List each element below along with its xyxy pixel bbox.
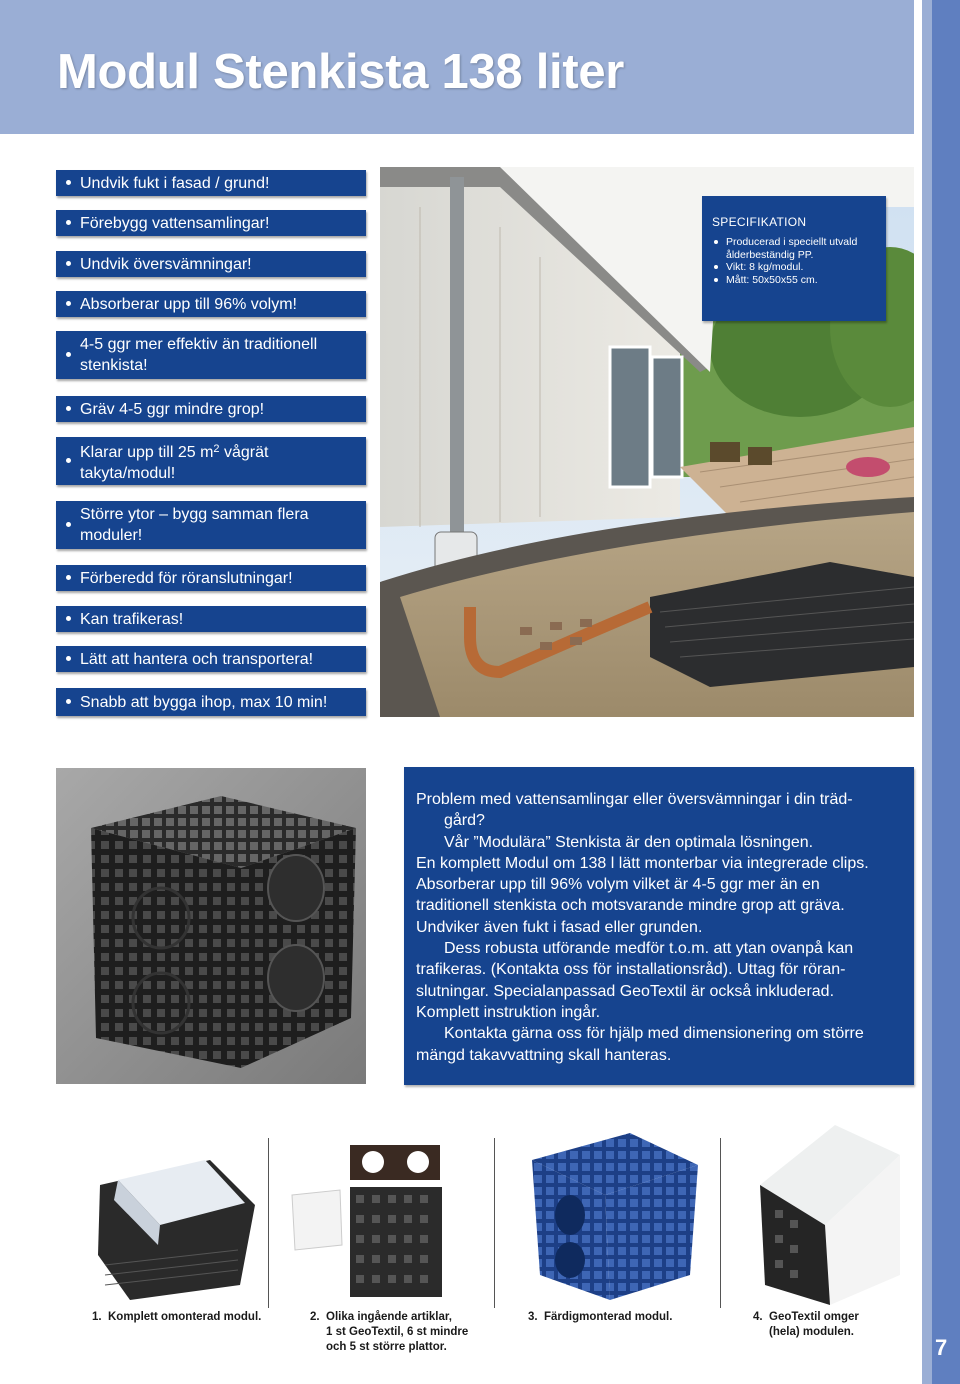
photo-geotextile-svg (740, 1125, 910, 1305)
specification-title: SPECIFIKATION (712, 215, 807, 229)
bullet-text: 4-5 ggr mer effektiv än traditionell stenkista! (80, 336, 318, 374)
bullet-item (56, 646, 366, 672)
caption-number: 1. (92, 1311, 102, 1323)
description-line: Komplett instruktion ingår. (416, 1003, 601, 1021)
bullet-item (56, 606, 366, 632)
description-line: Dess robusta utförande medför t.o.m. att ytan ovanpå kan (444, 940, 854, 958)
specification-item: Vikt: 8 kg/modul. (712, 261, 876, 274)
photo-included-parts (280, 1125, 460, 1305)
bullet-item (56, 291, 366, 317)
description-line: Vår ”Modulära” Stenkista är den optimala lösningen. (444, 833, 814, 851)
description-line: Kontakta gärna oss för hjälp med dimensionering om större (444, 1025, 864, 1043)
bullet-text: Undvik översvämningar! (80, 255, 252, 273)
bullet-item (56, 170, 366, 196)
bullet-item (56, 437, 366, 485)
bullet-item (56, 331, 366, 379)
specification-item: Producerad i speciellt utvald ålderbeständig PP. (712, 236, 876, 261)
description-line: mängd takavvattning skall hanteras. (416, 1046, 672, 1064)
caption-number: 4. (753, 1311, 763, 1323)
bullet-text: Gräv 4-5 ggr mindre grop! (80, 400, 265, 418)
module-cube-svg (56, 768, 366, 1084)
description-line: traditionell stenkista och motsvarande mindre grop att gräva. (416, 897, 845, 915)
description-box (404, 767, 914, 1085)
description-line: Problem med vattensamlingar eller översvämningar i din träd- (416, 791, 853, 808)
bullet-text (80, 439, 358, 484)
bullet-text: Förberedd för röranslutningar! (80, 569, 293, 587)
caption-text: 1 st GeoTextil, 6 st mindre (326, 1326, 469, 1338)
page-number: 7 (935, 1335, 948, 1360)
module-cube-photo (56, 768, 366, 1084)
divider-line (720, 1138, 721, 1308)
bullet-item (56, 396, 366, 422)
caption-text: och 5 st större plattor. (326, 1341, 447, 1353)
bullet-text: Kan trafikeras! (80, 610, 184, 628)
bullet-item (56, 251, 366, 277)
caption-text: Färdigmonterad modul. (544, 1311, 673, 1323)
divider-line (268, 1138, 269, 1308)
photo-assembled-module (520, 1125, 710, 1305)
photo-unassembled-module (90, 1125, 270, 1305)
page-title: Modul Stenkista 138 liter (57, 45, 625, 99)
caption-text: Olika ingående artiklar, (326, 1311, 452, 1323)
description-line: Absorberar upp till 96% volym vilket är 4-5 ggr mer än en (416, 876, 820, 894)
side-strip-inner (932, 0, 960, 1384)
caption-1 (92, 1310, 261, 1325)
caption-4 (753, 1310, 859, 1340)
superscript: 2 (213, 442, 220, 455)
photo-geotextile-module (740, 1125, 910, 1305)
bullet-text: Förebygg vattensamlingar! (80, 214, 270, 232)
bullet-text: Större ytor – bygg samman flera moduler! (80, 506, 309, 544)
divider-line (494, 1138, 495, 1308)
caption-number: 3. (528, 1311, 538, 1323)
description-line: gård? (444, 812, 485, 830)
bullet-text: Undvik fukt i fasad / grund! (80, 174, 270, 192)
description-line: trafikeras. (Kontakta oss för installationsråd). Uttag för röran- (416, 961, 846, 979)
photo-parts-svg (280, 1125, 460, 1305)
photo-assembled-svg (520, 1125, 710, 1305)
description-line: Undviker även fukt i fasad eller grunden. (416, 918, 703, 936)
bullet-text-part: vågrät takyta/modul! (80, 443, 269, 482)
caption-text: GeoTextil omger (769, 1311, 859, 1323)
bullet-text-part: Klarar upp till 25 m (80, 443, 214, 461)
bullet-item (56, 210, 366, 236)
description-line: slutningar. Specialanpassad GeoTextil är också inkluderad. (416, 982, 835, 1000)
caption-2 (310, 1310, 468, 1355)
specification-box (702, 196, 886, 321)
bullet-item (56, 565, 366, 591)
caption-text: Komplett omonterad modul. (108, 1311, 262, 1323)
description-line: En komplett Modul om 138 l lätt monterbar via integrerade clips. (416, 854, 869, 872)
bullet-text: Lätt att hantera och transportera! (80, 650, 314, 668)
bullet-text: Absorberar upp till 96% volym! (80, 295, 297, 313)
caption-text: (hela) modulen. (769, 1326, 854, 1338)
bullet-item (56, 501, 366, 549)
side-strip (922, 0, 960, 1384)
bullet-text: Snabb att bygga ihop, max 10 min! (80, 693, 328, 711)
caption-number: 2. (310, 1311, 320, 1323)
photo-unassembled-svg (90, 1125, 270, 1305)
bullet-item (56, 688, 366, 716)
caption-3 (528, 1310, 672, 1325)
specification-list (712, 236, 876, 286)
specification-item: Mått: 50x50x55 cm. (712, 274, 876, 287)
